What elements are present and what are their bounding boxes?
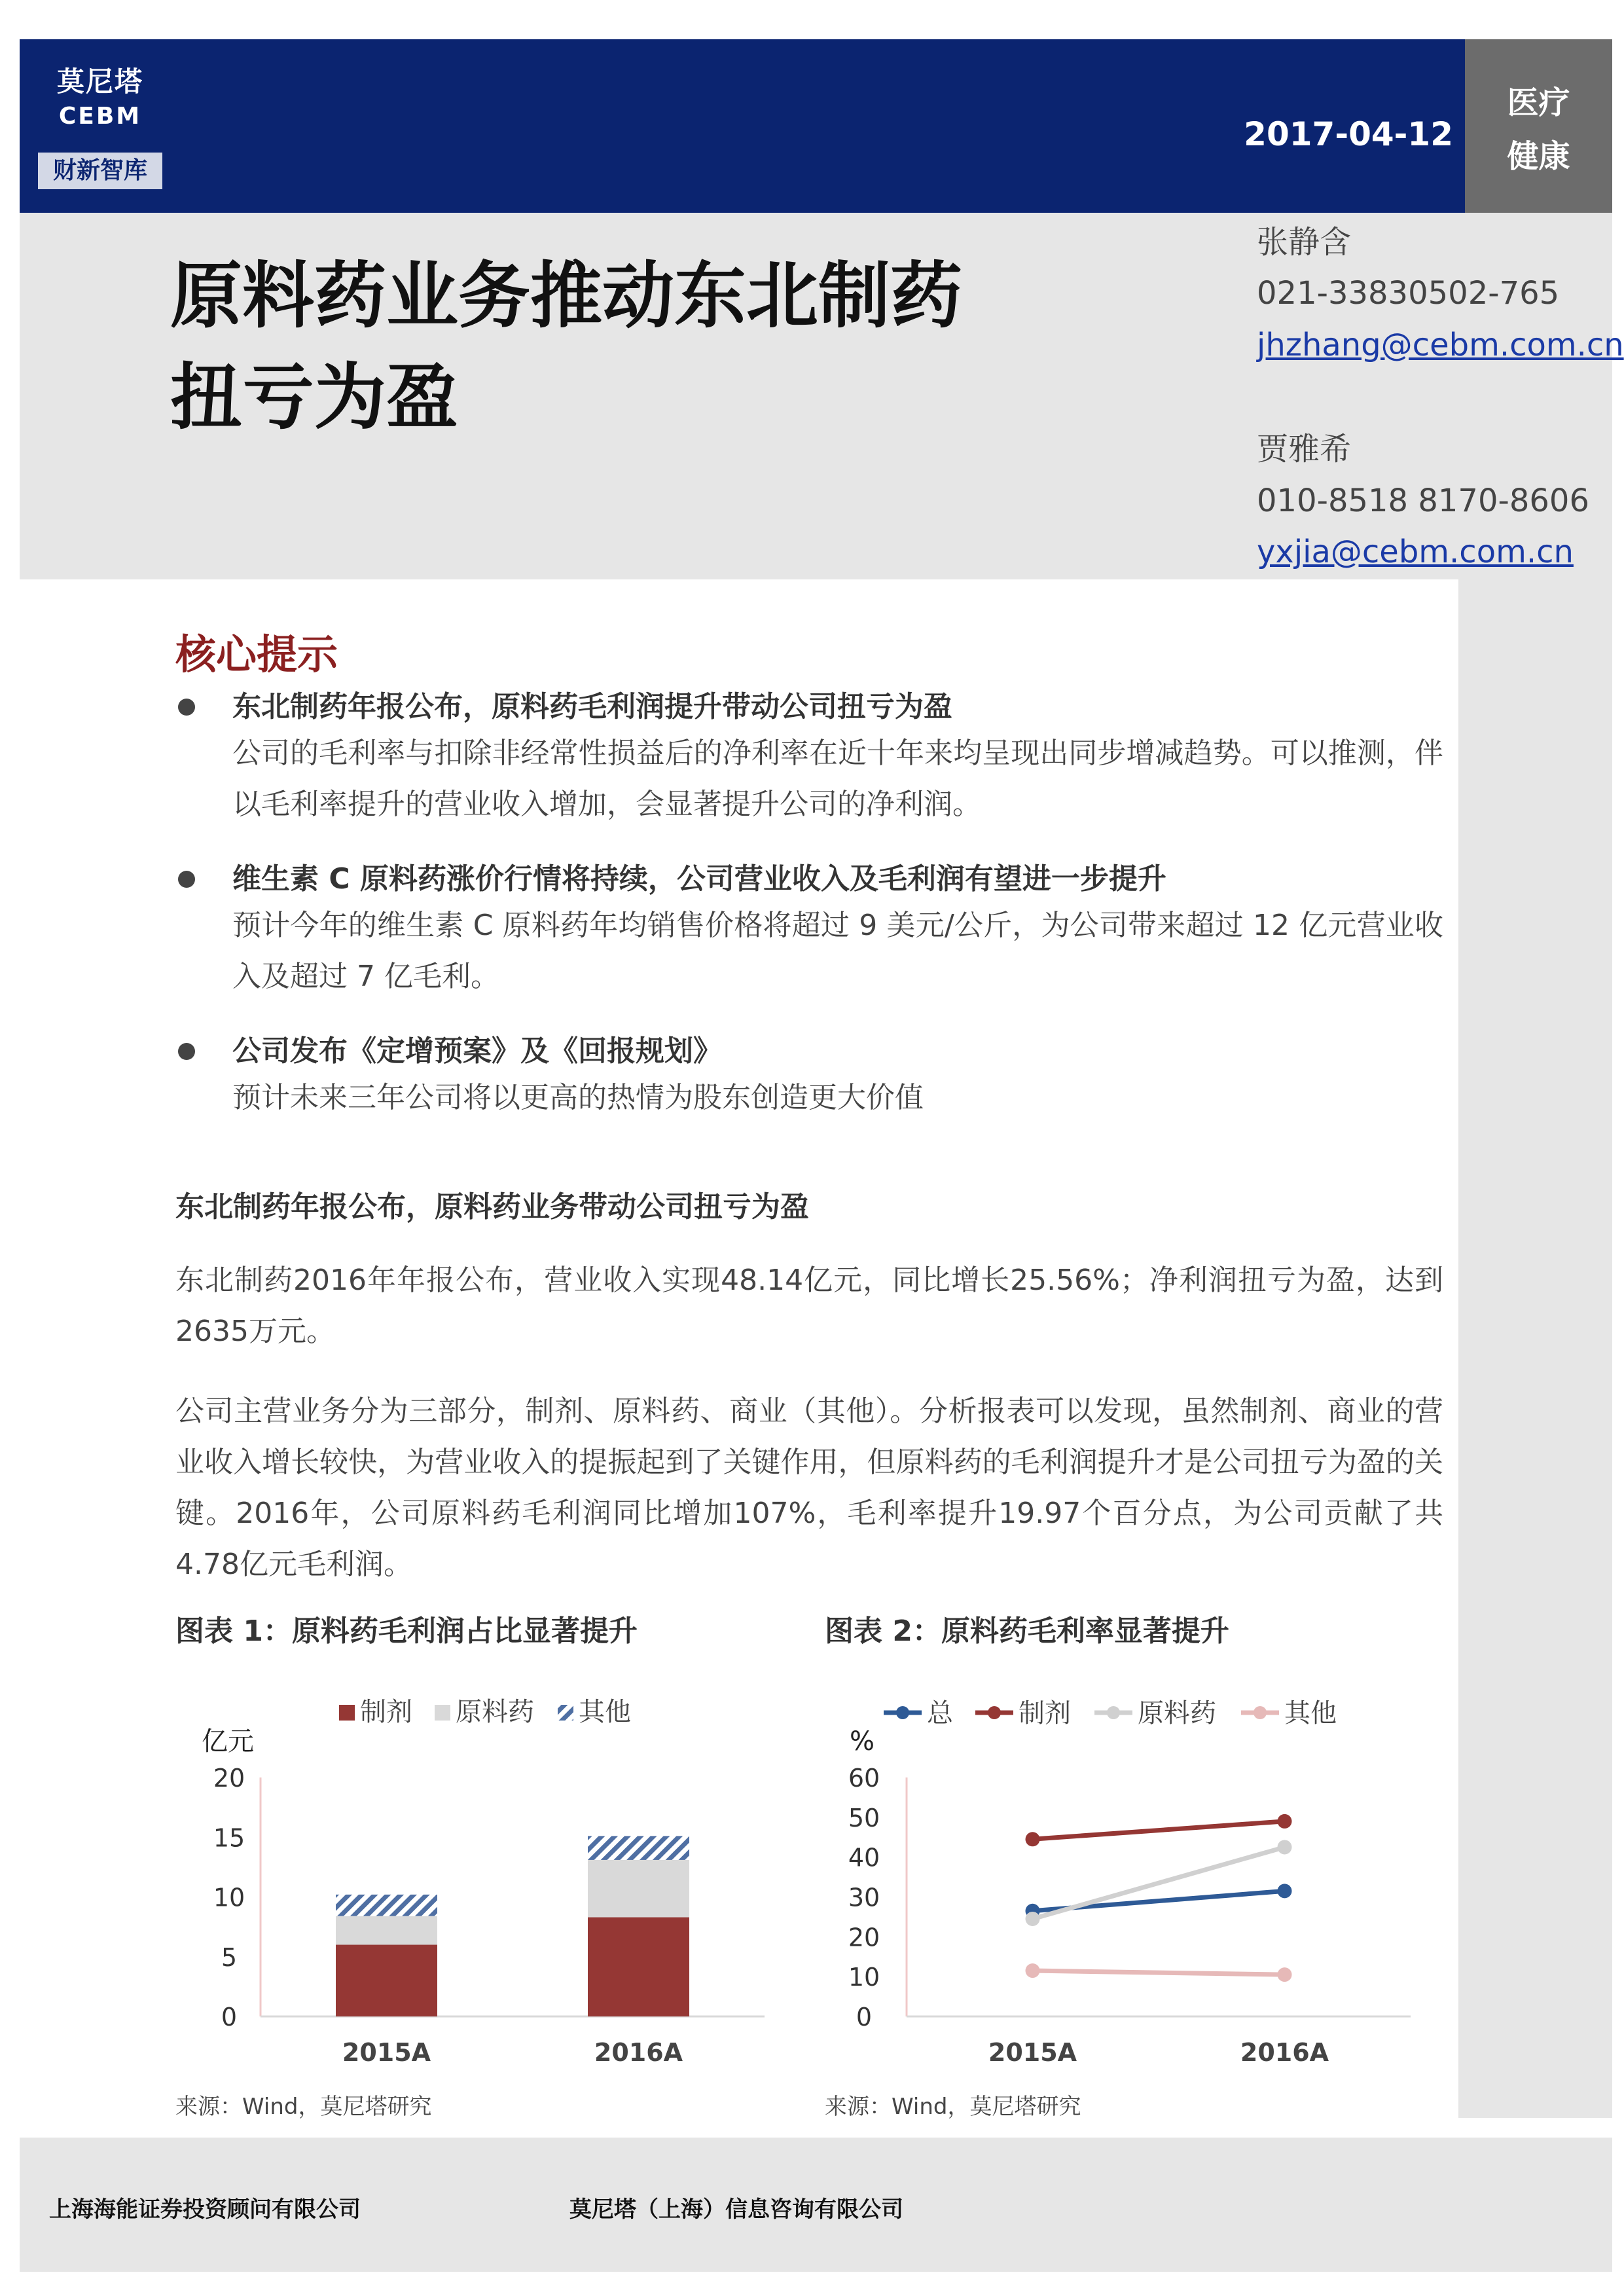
legend-marker	[1107, 1706, 1120, 1719]
bullet-title: 维生素 C 原料药涨价行情将持续，公司营业收入及毛利润有望进一步提升	[232, 862, 1166, 896]
bar-segment	[336, 1895, 437, 1916]
title-line1: 原料药业务推动东北制药	[170, 254, 962, 338]
figure-source: 来源：Wind，莫尼塔研究	[175, 2094, 432, 2120]
y-tick-label: 0	[221, 2003, 238, 2032]
bullet-title: 东北制药年报公布，原料药毛利润提升带动公司扭亏为盈	[232, 690, 952, 723]
data-point	[1278, 1884, 1292, 1898]
figure-title: 图表 2：原料药毛利率显著提升	[825, 1614, 1229, 1648]
y-tick-label: 10	[848, 1963, 880, 1992]
y-tick-label: 0	[856, 2003, 873, 2032]
data-point	[1026, 1963, 1040, 1978]
series-line	[1033, 1821, 1285, 1839]
footer-company: 上海海能证券投资顾问有限公司	[49, 2196, 361, 2223]
core-heading: 核心提示	[175, 630, 338, 678]
y-tick-label: 50	[848, 1803, 880, 1832]
legend-label: 其他	[579, 1697, 631, 1727]
bar-segment	[588, 1836, 689, 1860]
bar-segment	[588, 1860, 689, 1918]
y-tick-label: 30	[848, 1883, 880, 1912]
bullet-text: 预计未来三年公司将以更高的热情为股东创造更大价值	[232, 1081, 924, 1114]
figure-source: 来源：Wind，莫尼塔研究	[825, 2094, 1081, 2120]
legend-swatch	[339, 1705, 355, 1721]
stacked-bar-chart	[175, 1676, 797, 2069]
sector-line1: 医疗	[1507, 84, 1570, 121]
author-email-link[interactable]: jhzhang@cebm.com.cn	[1257, 327, 1624, 363]
y-tick-label: 5	[221, 1942, 238, 1972]
x-tick-label: 2016A	[1240, 2038, 1329, 2067]
footer-company: 莫尼塔（上海）信息咨询有限公司	[569, 2196, 903, 2223]
report-date: 2017-04-12	[1244, 115, 1453, 153]
series-line	[1033, 1971, 1285, 1975]
legend-marker	[1254, 1706, 1267, 1719]
author-phone: 010-8518 8170-8606	[1257, 483, 1589, 519]
y-axis-label: %	[849, 1726, 875, 1757]
x-tick-label: 2015A	[988, 2038, 1077, 2067]
legend-label: 原料药	[1138, 1698, 1216, 1728]
line-chart	[821, 1676, 1443, 2069]
page-title	[170, 246, 1152, 448]
data-point	[1278, 1840, 1292, 1854]
data-point	[1278, 1814, 1292, 1829]
author-name: 张静含	[1257, 224, 1352, 261]
data-point	[1278, 1967, 1292, 1982]
bullet-text: 公司的毛利率与扣除非经常性损益后的净利率在近十年来均呈现出同步增减趋势。可以推测，伴以毛利率提升的营业收入增加，会显著提升公司的净利润。	[232, 737, 1443, 821]
legend-swatch	[558, 1705, 573, 1721]
y-tick-label: 10	[213, 1883, 245, 1912]
y-tick-label: 15	[213, 1823, 245, 1853]
data-point	[1026, 1832, 1040, 1846]
bar-segment	[336, 1945, 437, 2017]
legend-marker	[896, 1706, 909, 1719]
legend-label: 其他	[1284, 1698, 1337, 1728]
author-phone: 021-33830502-765	[1257, 275, 1560, 312]
title-line2: 扭亏为盈	[170, 355, 458, 439]
y-tick-label: 20	[848, 1923, 880, 1952]
legend-marker	[988, 1706, 1001, 1719]
paragraph: 公司主营业务分为三部分，制剂、原料药、商业（其他）。分析报表可以发现，虽然制剂、商业的营业收入增长较快，为营业收入的提振起到了关键作用，但原料药的毛利润提升才是公司扭亏为盈的关键。2016年，公司原料药毛利润同比增加107%，毛利率提升19.97个百分点，为公司贡献了共4.78亿元毛利润。	[175, 1394, 1443, 1581]
y-axis-label: 亿元	[202, 1726, 254, 1757]
bullet-dot	[178, 1043, 195, 1060]
author-email-link[interactable]: yxjia@cebm.com.cn	[1257, 534, 1574, 570]
logo	[38, 61, 162, 192]
data-point	[1026, 1912, 1040, 1926]
sector-badge	[1465, 39, 1612, 213]
y-tick-label: 40	[848, 1843, 880, 1872]
legend-swatch	[435, 1705, 450, 1721]
x-tick-label: 2016A	[594, 2038, 683, 2067]
logo-sub: 财新智库	[38, 153, 162, 189]
figure-title: 图表 1：原料药毛利润占比显著提升	[175, 1614, 638, 1648]
legend-label: 制剂	[1019, 1698, 1071, 1728]
right-stripe	[1458, 579, 1612, 2118]
bullet-dot	[178, 699, 195, 716]
series-line	[1033, 1847, 1285, 1919]
bar-segment	[336, 1916, 437, 1945]
bullet-text: 预计今年的维生素 C 原料药年均销售价格将超过 9 美元/公斤，为公司带来超过 12 亿元营业收入及超过 7 亿毛利。	[232, 909, 1443, 993]
logo-cn: 莫尼塔	[56, 65, 143, 98]
bar-segment	[588, 1918, 689, 2016]
y-tick-label: 60	[848, 1764, 880, 1793]
legend-label: 制剂	[360, 1697, 412, 1727]
y-tick-label: 20	[213, 1764, 245, 1793]
bullet-title: 公司发布《定增预案》及《回报规划》	[232, 1034, 722, 1068]
legend-label: 总	[927, 1698, 953, 1728]
x-tick-label: 2015A	[342, 2038, 431, 2067]
paragraph: 东北制药2016年年报公布，营业收入实现48.14亿元，同比增长25.56%；净利润扭亏为盈，达到2635万元。	[175, 1264, 1443, 1348]
section-heading: 东北制药年报公布，原料药业务带动公司扭亏为盈	[175, 1190, 809, 1224]
logo-en: CEBM	[58, 103, 142, 130]
legend-label: 原料药	[456, 1697, 534, 1727]
bullet-dot	[178, 871, 195, 888]
sector-line2: 健康	[1507, 138, 1570, 175]
author-name: 贾雅希	[1257, 431, 1352, 467]
